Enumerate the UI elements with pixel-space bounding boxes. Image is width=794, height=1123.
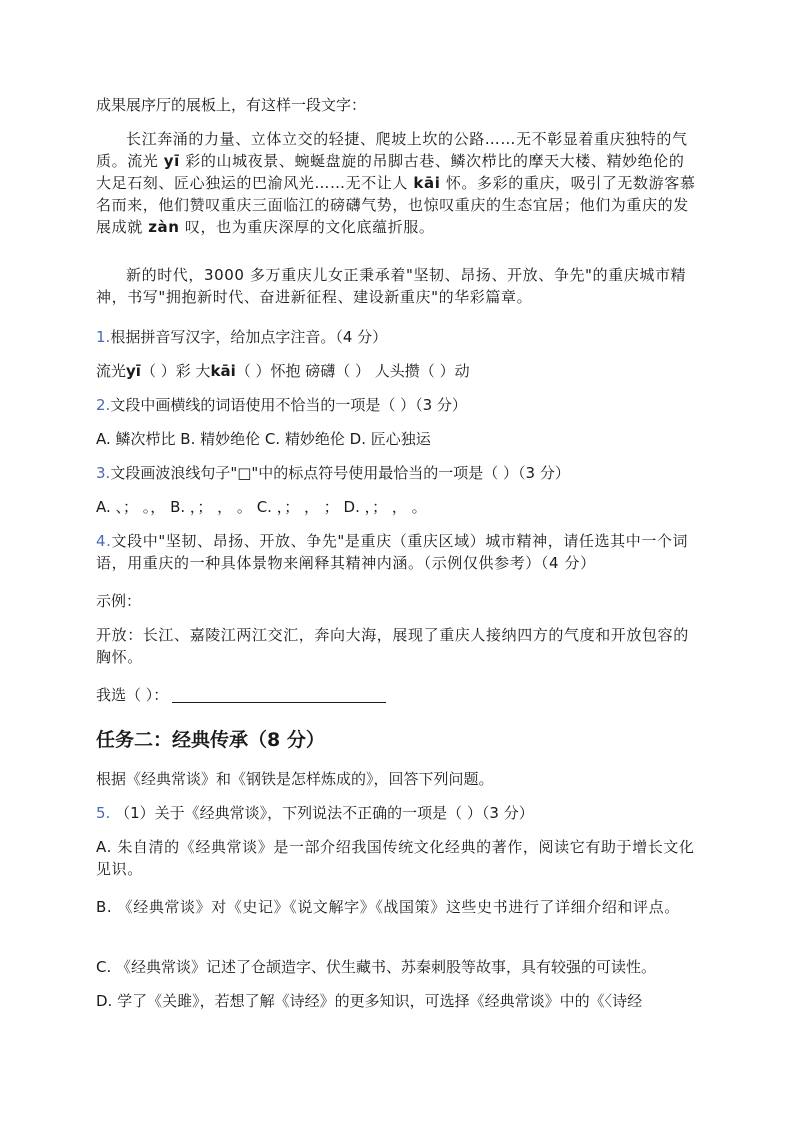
- example-label: 示例：: [96, 592, 142, 610]
- section-heading: 任务二：经典传承（8 分）: [96, 729, 325, 751]
- question-number: 5.: [96, 804, 111, 822]
- choose-label: 我选（ ）：: [96, 686, 169, 704]
- question-text: 文段中"坚韧、昂扬、开放、争先"是重庆（重庆区域）城市精神，请任选其中一个词语，用重庆的一种具体景物来阐释其精神内涵。（示例仅供参考）（4 分）: [96, 532, 689, 572]
- intro-line: 成果展序厅的展板上，有这样一段文字：: [96, 96, 367, 114]
- question-number: 3.: [96, 464, 111, 482]
- question-2: [96, 394, 698, 416]
- question-1: [96, 326, 698, 348]
- question-4: [96, 530, 698, 574]
- question-text: 文段画波浪线句子"□"中的标点符号使用最恰当的一项是（ ）（3 分）: [110, 464, 570, 482]
- pinyin-kai: kāi: [413, 174, 441, 192]
- pinyin-yi: yī: [126, 362, 141, 380]
- pinyin-yi: yī: [163, 152, 180, 170]
- question-5-option-c: C. 《经典常谈》记述了仓颉造字、伏生藏书、苏秦刺股等故事，具有较强的可读性。: [96, 958, 657, 976]
- question-2-options: A. 鳞次栉比 B. 精妙绝伦 C. 精妙绝伦 D. 匠心独运: [96, 430, 431, 448]
- question-number: 4.: [96, 532, 112, 550]
- example-text: 开放：长江、嘉陵江两江交汇，奔向大海，展现了重庆人接纳四方的气度和开放包容的胸怀。: [96, 626, 689, 666]
- question-text: 根据拼音写汉字，给加点字注音。（4 分）: [110, 328, 388, 346]
- passage-paragraph-2: 新的时代，3000 多万重庆儿女正秉承着"坚韧、昂扬、开放、争先"的重庆城市精神，书写"拥抱新时代、奋进新征程、建设新重庆"的华彩篇章。: [96, 266, 687, 306]
- question-number: 2.: [96, 396, 111, 414]
- question-5-option-d: D. 学了《关雎》，若想了解《诗经》的更多知识，可选择《经典常谈》中的《〈诗经: [96, 992, 643, 1010]
- question-1-answer-line: 流光yī（ ）彩 大kāi（ ）怀抱 磅礴（ ） 人头攒（ ）动: [96, 362, 470, 380]
- question-5-option-a: A. 朱自清的《经典常谈》是一部介绍我国传统文化经典的著作，阅读它有助于增长文化见识。: [96, 838, 695, 878]
- pinyin-zan: zàn: [148, 218, 180, 236]
- question-text: 文段中画横线的词语使用不恰当的一项是（ ）（3 分）: [110, 396, 467, 414]
- question-5: [96, 802, 698, 824]
- answer-blank[interactable]: [172, 686, 386, 703]
- question-5-option-b: B. 《经典常谈》对《史记》《说文解字》《战国策》这些史书进行了详细介绍和评点。: [96, 898, 680, 916]
- task2-intro: 根据《经典常谈》和《钢铁是怎样炼成的》，回答下列问题。: [96, 770, 494, 788]
- choose-line: [96, 684, 698, 706]
- question-3: [96, 462, 698, 484]
- pinyin-kai: kāi: [210, 362, 236, 380]
- passage-paragraph-1: 长江奔涌的力量、立体立交的轻捷、爬坡上坎的公路……无不彰显着重庆独特的气质。流光 yī 彩的山城夜景、蜿蜒盘旋的吊脚古巷、鳞次栉比的摩天大楼、精妙绝伦的大足石刻、匠心独运的巴渝风光……无不让人 kāi 怀。多彩的重庆，吸引了无数游客慕名而来，他们赞叹重庆三面临江的磅礴气势，也惊叹重庆的生态宜居；他们为重庆的发展成就 zàn 叹，也为重庆深厚的文化底蕴折服。: [96, 130, 696, 236]
- question-number: 1.: [96, 328, 111, 346]
- question-3-options: A. 、； 。， B. ，； ， 。 C. ，； ， ； D. ，； ， 。: [96, 498, 427, 516]
- question-text: （1）关于《经典常谈》，下列说法不正确的一项是（ ）（3 分）: [115, 804, 534, 822]
